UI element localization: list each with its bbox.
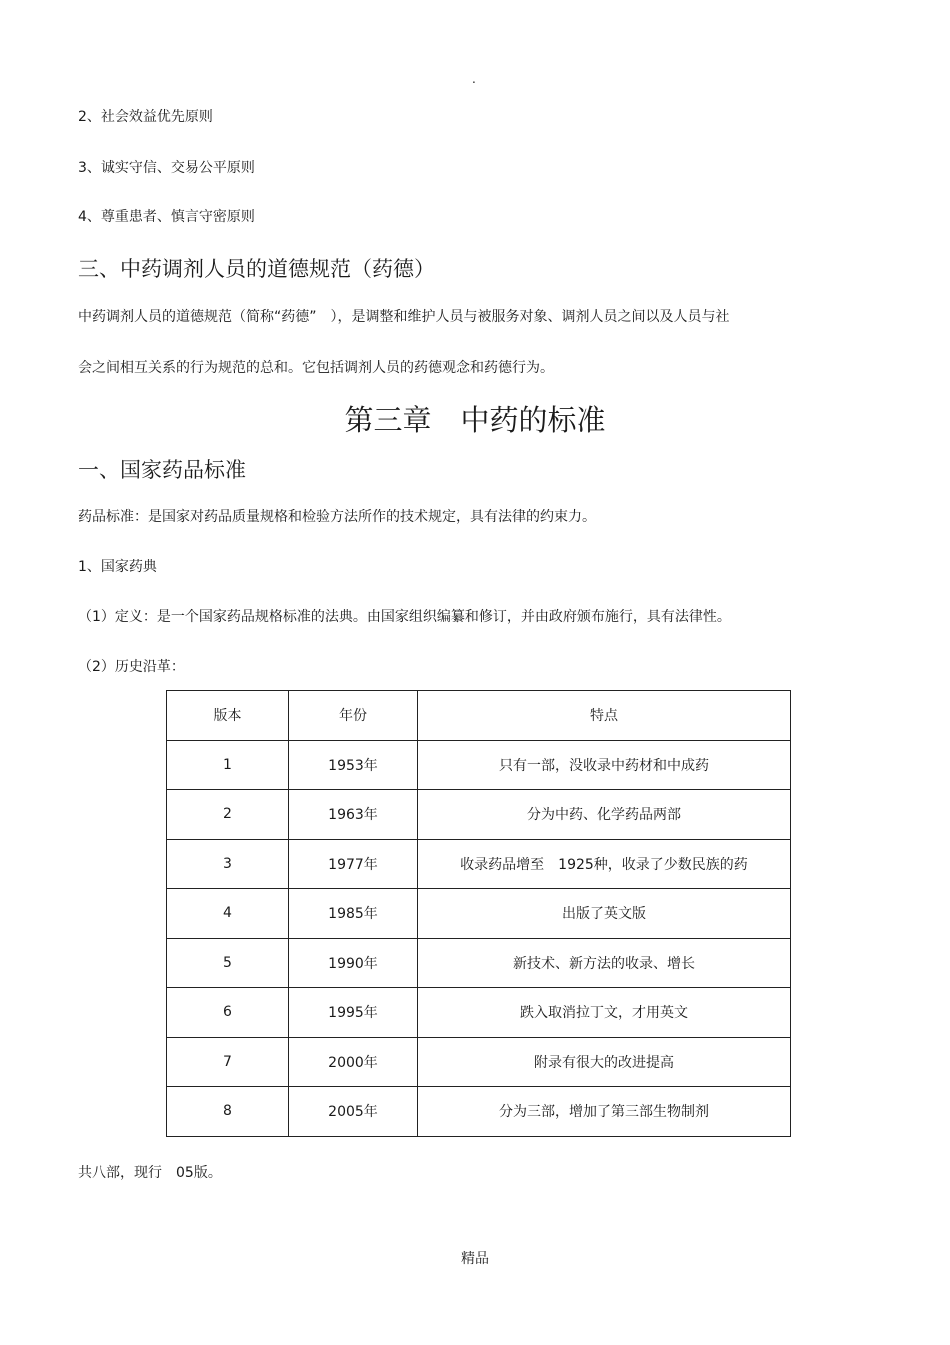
- table-cell: 8: [167, 1087, 289, 1137]
- chapter-title: 第三章 中药的标准: [344, 403, 606, 437]
- history-table: [166, 690, 791, 1137]
- table-row: [167, 839, 791, 889]
- table-cell: 6: [167, 988, 289, 1038]
- table-cell: 2000年: [289, 1037, 418, 1087]
- table-cell: 收录药品增至 1925种，收录了少数民族的药: [418, 839, 791, 889]
- list-item: 3、诚实守信、交易公平原则: [78, 160, 255, 176]
- table-row: [167, 938, 791, 988]
- table-row: [167, 1087, 791, 1137]
- table-row: [167, 1037, 791, 1087]
- summary-text: 共八部，现行 05版。: [78, 1165, 222, 1181]
- table-cell: 只有一部，没收录中药材和中成药: [418, 740, 791, 790]
- header-cell: 版本: [167, 691, 289, 741]
- table-cell: 1985年: [289, 889, 418, 939]
- table-cell: 4: [167, 889, 289, 939]
- table-row: [167, 889, 791, 939]
- list-item: 2、社会效益优先原则: [78, 109, 213, 125]
- table-cell: 1953年: [289, 740, 418, 790]
- table-cell: 1977年: [289, 839, 418, 889]
- table-cell: 7: [167, 1037, 289, 1087]
- footer-text: 精品: [461, 1251, 489, 1267]
- table-cell: 1: [167, 740, 289, 790]
- paragraph-line: 会之间相互关系的行为规范的总和。它包括调剂人员的药德观念和药德行为。: [78, 360, 554, 376]
- definition-text: （1）定义：是一个国家药品规格标准的法典。由国家组织编纂和修订，并由政府颁布施行，具有法律性。: [78, 609, 731, 625]
- table-cell: 1963年: [289, 790, 418, 840]
- table-row: [167, 740, 791, 790]
- table-cell: 1990年: [289, 938, 418, 988]
- table-cell: 3: [167, 839, 289, 889]
- paragraph-line: 中药调剂人员的道德规范（简称“药德” ），是调整和维护人员与被服务对象、调剂人员之间以及人员与社: [78, 309, 730, 325]
- table-cell: 出版了英文版: [418, 889, 791, 939]
- header-cell: 特点: [418, 691, 791, 741]
- table-cell: 5: [167, 938, 289, 988]
- table-cell: 1995年: [289, 988, 418, 1038]
- header-mark: .: [472, 72, 476, 86]
- list-item: 4、尊重患者、慎言守密原则: [78, 209, 255, 225]
- section-heading: 三、中药调剂人员的道德规范（药德）: [78, 257, 435, 281]
- header-cell: 年份: [289, 691, 418, 741]
- section-heading: 一、国家药品标准: [78, 458, 246, 482]
- history-label: （2）历史沿革：: [78, 659, 185, 675]
- table-row: [167, 790, 791, 840]
- table-cell: 附录有很大的改进提高: [418, 1037, 791, 1087]
- table-cell: 2: [167, 790, 289, 840]
- table-cell: 分为三部，增加了第三部生物制剂: [418, 1087, 791, 1137]
- subsection-title: 1、国家药典: [78, 559, 157, 575]
- table-cell: 分为中药、化学药品两部: [418, 790, 791, 840]
- table-row: [167, 988, 791, 1038]
- table-cell: 新技术、新方法的收录、增长: [418, 938, 791, 988]
- table-cell: 2005年: [289, 1087, 418, 1137]
- table-cell: 跌入取消拉丁文，才用英文: [418, 988, 791, 1038]
- table-header-row: [167, 691, 791, 741]
- definition-text: 药品标准：是国家对药品质量规格和检验方法所作的技术规定，具有法律的约束力。: [78, 509, 596, 525]
